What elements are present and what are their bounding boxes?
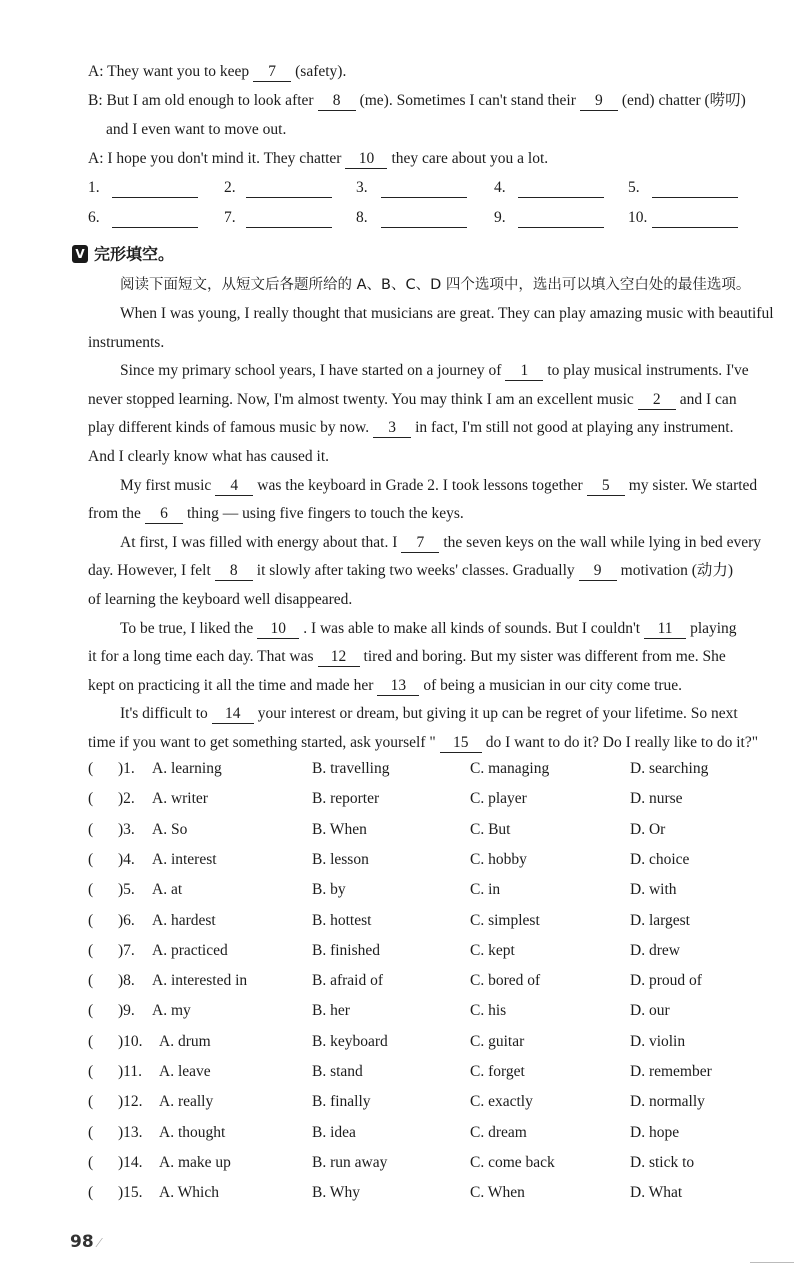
answer-bracket[interactable]: (: [88, 850, 94, 868]
blank-6: 6: [145, 505, 183, 524]
passage-line: [120, 533, 761, 553]
text-segment: never stopped learning. Now, I'm almost twenty. You may think I am an excellent music: [88, 390, 634, 408]
option-d: D. What: [630, 1184, 683, 1202]
text-segment: tired and boring. But my sister was different from me. She: [363, 648, 726, 666]
answer-blank[interactable]: [381, 196, 467, 198]
answer-blank[interactable]: [518, 226, 604, 228]
passage-line: [88, 504, 464, 524]
question-number: )13.: [118, 1123, 143, 1141]
option-b: B. her: [312, 1002, 350, 1020]
question-number: )12.: [118, 1093, 143, 1111]
option-a: A. thought: [159, 1123, 226, 1141]
text-segment: to play musical instruments. I've: [547, 362, 749, 380]
answer-number: 1.: [88, 179, 100, 196]
option-c: C. hobby: [470, 850, 527, 868]
answer-number: 6.: [88, 209, 100, 226]
answer-number: 7.: [224, 209, 236, 226]
question-row: [88, 1124, 738, 1146]
option-c: C. forget: [470, 1063, 525, 1080]
option-a: A. my: [152, 1002, 191, 1020]
text-segment: the seven keys on the wall while lying in bed every: [443, 533, 762, 551]
answer-blank[interactable]: [112, 196, 198, 198]
text-segment: of learning the keyboard well disappeared.: [88, 591, 353, 608]
answer-bracket[interactable]: (: [88, 790, 94, 808]
section-title: 完形填空。: [94, 244, 175, 264]
text-segment: time if you want to get something started, ask yourself ": [88, 734, 436, 751]
answer-blank[interactable]: [381, 226, 467, 228]
option-a: A. leave: [159, 1063, 211, 1080]
option-d: D. drew: [630, 941, 680, 959]
text-segment: play different kinds of famous music by now.: [88, 419, 370, 437]
question-number: )6.: [118, 911, 135, 929]
passage-line: [88, 418, 733, 438]
answer-bracket[interactable]: (: [88, 972, 94, 990]
option-d: D. normally: [630, 1093, 705, 1111]
text-segment: To be true, I liked the: [120, 619, 254, 637]
passage-line: [88, 447, 329, 467]
text-segment: It's difficult to: [120, 705, 208, 723]
passage-line: [88, 647, 726, 667]
blank-3: 3: [373, 419, 411, 438]
option-b: B. keyboard: [312, 1032, 388, 1050]
question-number: )3.: [118, 820, 135, 838]
option-d: D. hope: [630, 1123, 680, 1141]
text-segment: of being a musician in our city come true.: [423, 676, 683, 694]
text-segment: in fact, I'm still not good at playing any instrument.: [415, 419, 734, 437]
text-segment: And I clearly know what has caused it.: [88, 448, 330, 465]
text-segment: A: I hope you don't mind it. They chatter: [88, 150, 342, 167]
passage-line: [88, 390, 737, 410]
dialogue-line: [88, 62, 346, 82]
question-row: [88, 821, 738, 843]
option-b: B. Why: [312, 1184, 360, 1202]
answer-blank[interactable]: [518, 196, 604, 198]
answer-number: 3.: [356, 179, 368, 196]
answer-number: 2.: [224, 179, 236, 196]
option-c: C. his: [470, 1002, 507, 1020]
passage-line: [120, 619, 737, 639]
option-d: D. remember: [630, 1063, 712, 1080]
option-d: D. violin: [630, 1032, 686, 1050]
option-a: A. drum: [159, 1032, 211, 1050]
option-c: C. simplest: [470, 911, 540, 929]
option-a: A. writer: [152, 790, 208, 808]
option-c: C. exactly: [470, 1093, 533, 1111]
option-d: D. proud of: [630, 972, 702, 990]
dialogue-line: [88, 91, 746, 111]
text-segment: from the: [88, 505, 141, 523]
blank-7: 7: [253, 63, 291, 82]
text-segment: it for a long time each day. That was: [88, 648, 314, 666]
text-segment: At first, I was filled with energy about that. I: [120, 533, 398, 551]
answer-blank[interactable]: [652, 226, 738, 228]
question-row: [88, 912, 738, 934]
option-c: C. guitar: [470, 1032, 525, 1050]
page-number: 98: [70, 1232, 94, 1252]
option-d: D. our: [630, 1002, 670, 1020]
option-d: D. searching: [630, 760, 709, 777]
text-segment: and I even want to move out.: [106, 121, 287, 138]
question-row: [88, 790, 738, 812]
text-segment: thing — using five fingers to touch the keys.: [186, 505, 464, 523]
question-number: )11.: [118, 1063, 142, 1080]
question-row: [88, 1154, 738, 1176]
dialogue-line: [106, 120, 286, 140]
question-number: )14.: [118, 1153, 143, 1171]
option-a: A. at: [152, 881, 183, 899]
text-segment: do I want to do it? Do I really like to do it?": [485, 734, 759, 751]
option-a: A. interested in: [152, 972, 248, 990]
question-row: [88, 972, 738, 994]
question-row: [88, 1063, 738, 1085]
text-segment: (end) chatter (唠叨): [621, 92, 746, 109]
option-d: D. Or: [630, 820, 666, 838]
section-instruction: 阅读下面短文，从短文后各题所给的 A、B、C、D 四个选项中，选出可以填入空白处的最佳选项。: [120, 277, 751, 293]
option-a: A. So: [152, 820, 188, 838]
blank-9: 9: [579, 562, 617, 581]
question-row: [88, 760, 738, 782]
text-segment: they care about you a lot.: [391, 150, 549, 167]
question-number: )8.: [118, 972, 135, 990]
question-row: [88, 1093, 738, 1115]
question-number: )4.: [118, 850, 135, 868]
question-row: [88, 1002, 738, 1024]
option-c: C. player: [470, 790, 527, 808]
question-number: )5.: [118, 881, 135, 899]
option-a: A. hardest: [152, 911, 216, 929]
answer-bracket[interactable]: (: [88, 941, 94, 959]
option-d: D. stick to: [630, 1153, 695, 1171]
option-b: B. reporter: [312, 790, 380, 808]
passage-line: [120, 704, 738, 724]
blank-11: 11: [644, 620, 686, 639]
question-number: )9.: [118, 1002, 135, 1020]
option-a: A. learning: [152, 760, 222, 777]
option-b: B. by: [312, 881, 346, 899]
passage-line: [88, 590, 352, 610]
text-segment: my sister. We started: [628, 476, 758, 494]
blank-8: 8: [318, 92, 356, 111]
answer-bracket[interactable]: (: [88, 1002, 94, 1020]
question-number: )10.: [118, 1032, 143, 1050]
page-decoration: ⁄: [98, 1236, 101, 1251]
dialogue-line: [88, 149, 548, 169]
option-c: C. managing: [470, 760, 550, 777]
option-b: B. finished: [312, 941, 381, 959]
option-a: A. make up: [159, 1153, 231, 1171]
text-segment: your interest or dream, but giving it up can be regret of your lifetime. So next: [257, 705, 738, 723]
option-d: D. nurse: [630, 790, 683, 808]
question-number: )7.: [118, 941, 135, 959]
option-b: B. afraid of: [312, 972, 384, 990]
answer-bracket[interactable]: (: [88, 1093, 94, 1111]
question-number: )2.: [118, 790, 135, 808]
option-d: D. choice: [630, 850, 690, 868]
answer-number: 8.: [356, 209, 368, 226]
answer-bracket[interactable]: (: [88, 881, 94, 899]
blank-10: 10: [257, 620, 299, 639]
text-segment: playing: [690, 619, 737, 637]
answer-number: 10.: [628, 209, 648, 226]
text-segment: motivation (动力): [620, 562, 734, 580]
option-b: B. run away: [312, 1153, 388, 1171]
option-a: A. Which: [159, 1184, 219, 1202]
text-segment: was the keyboard in Grade 2. I took lessons together: [257, 476, 583, 494]
question-row: [88, 942, 738, 964]
blank-5: 5: [587, 477, 625, 496]
text-segment: instruments.: [88, 333, 165, 351]
text-segment: A: They want you to keep: [88, 63, 250, 80]
option-b: B. stand: [312, 1063, 363, 1080]
answer-blank[interactable]: [112, 226, 198, 228]
option-c: C. bored of: [470, 972, 541, 990]
option-b: B. finally: [312, 1093, 371, 1111]
passage-line: [120, 476, 757, 496]
text-segment: it slowly after taking two weeks' classes. Gradually: [256, 562, 575, 580]
question-row: [88, 1033, 738, 1055]
option-c: C. When: [470, 1184, 525, 1202]
section-badge: V: [72, 245, 88, 263]
text-segment: B: But I am old enough to look after: [88, 92, 314, 109]
option-b: B. lesson: [312, 850, 369, 868]
question-row: [88, 881, 738, 903]
question-row: [88, 851, 738, 873]
option-b: B. travelling: [312, 760, 390, 777]
blank-9: 9: [580, 92, 618, 111]
answer-blank[interactable]: [246, 196, 332, 198]
answer-bracket[interactable]: (: [88, 1032, 94, 1050]
option-c: C. kept: [470, 941, 515, 959]
option-b: B. idea: [312, 1123, 356, 1141]
answer-bracket[interactable]: (: [88, 1063, 94, 1080]
blank-2: 2: [638, 391, 676, 410]
text-segment: My first music: [120, 476, 212, 494]
blank-1: 1: [505, 362, 543, 381]
answer-number: 5.: [628, 179, 640, 196]
option-c: C. dream: [470, 1123, 527, 1141]
answer-bracket[interactable]: (: [88, 1123, 94, 1141]
answer-number: 4.: [494, 179, 506, 196]
question-row: [88, 1184, 738, 1206]
blank-13: 13: [377, 677, 419, 696]
option-d: D. largest: [630, 911, 690, 929]
answer-bracket[interactable]: (: [88, 1184, 94, 1202]
corner-logo: [750, 1262, 794, 1273]
blank-12: 12: [318, 648, 360, 667]
text-segment: kept on practicing it all the time and made her: [88, 676, 374, 694]
answer-blank[interactable]: [246, 226, 332, 228]
blank-15: 15: [440, 734, 482, 753]
blank-14: 14: [212, 705, 254, 724]
option-a: A. practiced: [152, 941, 228, 959]
answer-bracket[interactable]: (: [88, 820, 94, 838]
passage-line: [88, 733, 758, 753]
answer-number: 9.: [494, 209, 506, 226]
passage-line: [88, 561, 733, 581]
passage-line: [120, 304, 774, 324]
text-segment: Since my primary school years, I have started on a journey of: [120, 362, 502, 380]
answer-bracket[interactable]: (: [88, 760, 94, 777]
blank-8: 8: [215, 562, 253, 581]
text-segment: . I was able to make all kinds of sounds. But I couldn't: [303, 619, 641, 637]
text-segment: (safety).: [295, 63, 347, 80]
option-b: B. When: [312, 820, 367, 838]
option-c: C. But: [470, 820, 511, 838]
option-b: B. hottest: [312, 911, 372, 929]
option-a: A. interest: [152, 850, 217, 868]
answer-blank[interactable]: [652, 196, 738, 198]
passage-line: [88, 676, 682, 696]
passage-line: [88, 333, 164, 353]
text-segment: When I was young, I really thought that musicians are great. They can play amazing music with beautiful: [120, 305, 774, 322]
option-c: C. come back: [470, 1153, 555, 1171]
blank-7: 7: [401, 534, 439, 553]
blank-10: 10: [345, 150, 387, 169]
text-segment: (me). Sometimes I can't stand their: [359, 92, 576, 109]
section-header: [72, 244, 174, 264]
answer-bracket[interactable]: (: [88, 911, 94, 929]
question-number: )1.: [118, 760, 135, 777]
text-segment: and I can: [679, 390, 737, 408]
passage-line: [120, 361, 749, 381]
question-number: )15.: [118, 1184, 143, 1202]
text-segment: day. However, I felt: [88, 562, 211, 580]
blank-4: 4: [215, 477, 253, 496]
option-c: C. in: [470, 881, 501, 899]
option-a: A. really: [159, 1093, 214, 1111]
answer-bracket[interactable]: (: [88, 1153, 94, 1171]
option-d: D. with: [630, 881, 677, 899]
